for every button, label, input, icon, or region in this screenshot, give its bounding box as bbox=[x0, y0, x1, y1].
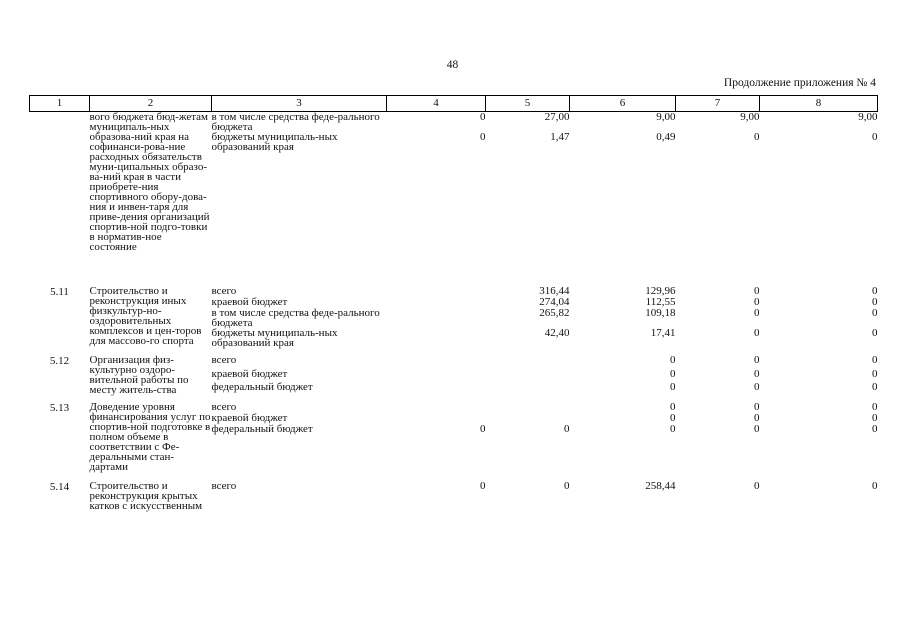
value-col5: 27,00 bbox=[544, 111, 570, 123]
value-col5 bbox=[486, 382, 570, 395]
column-header: 4 bbox=[387, 96, 486, 112]
funding-source: в том числе средства феде-рального бюджета bbox=[211, 307, 380, 329]
value-col7: 0 bbox=[754, 327, 760, 339]
value-col8: 0 bbox=[872, 412, 878, 424]
table-header-row bbox=[30, 96, 878, 112]
value-col5 bbox=[486, 369, 570, 382]
value-col6: 0 bbox=[670, 367, 676, 380]
value-col7: 9,00 bbox=[740, 111, 760, 123]
continuation-label: Продолжение приложения № 4 bbox=[723, 77, 876, 89]
item-name: Организация физ-культурно оздоро-вительной работы по месту житель-ства bbox=[89, 354, 189, 396]
funding-source: краевой бюджет bbox=[211, 367, 288, 380]
value-col8: 0 bbox=[872, 307, 878, 319]
funding-source: всего bbox=[211, 480, 237, 492]
value-col7: 0 bbox=[754, 354, 760, 366]
value-col7: 0 bbox=[754, 480, 760, 492]
value-col6: 0 bbox=[670, 354, 676, 366]
table-row bbox=[30, 112, 878, 133]
value-col8: 0 bbox=[872, 131, 878, 143]
value-col6: 0 bbox=[670, 412, 676, 424]
funding-source: бюджеты муниципаль-ных образований края bbox=[211, 131, 338, 153]
item-name: Доведение уровня финансирования услуг по спортив-ной подготовке в полном объеме в соответствии с Фе-деральными стан-дартами bbox=[89, 401, 211, 473]
column-header: 1 bbox=[30, 96, 90, 112]
value-col5: 42,40 bbox=[544, 327, 570, 339]
value-col7: 0 bbox=[754, 285, 760, 297]
value-col8: 0 bbox=[872, 296, 878, 308]
value-col4 bbox=[387, 413, 486, 424]
column-header: 6 bbox=[570, 96, 676, 112]
value-col4 bbox=[387, 382, 486, 395]
value-col8: 0 bbox=[872, 367, 878, 380]
funding-source: всего bbox=[211, 354, 237, 366]
value-col6: 258,44 bbox=[645, 480, 676, 492]
value-col6: 0 bbox=[670, 423, 676, 435]
value-col5: 316,44 bbox=[539, 285, 570, 297]
value-col5: 0 bbox=[564, 480, 570, 492]
funding-source: федеральный бюджет bbox=[211, 380, 313, 393]
value-col5: 0 bbox=[564, 423, 570, 435]
funding-source: федеральный бюджет bbox=[211, 423, 313, 435]
value-col5 bbox=[486, 350, 570, 369]
value-col6: 9,00 bbox=[656, 111, 676, 123]
funding-source: всего bbox=[211, 401, 237, 413]
value-col4 bbox=[387, 395, 486, 413]
table-body bbox=[30, 112, 878, 512]
column-header: 2 bbox=[90, 96, 212, 112]
page-number: 48 bbox=[446, 59, 459, 71]
value-col8: 0 bbox=[872, 423, 878, 435]
table-row bbox=[30, 279, 878, 297]
value-col8: 0 bbox=[872, 354, 878, 366]
value-col4 bbox=[387, 350, 486, 369]
value-col7: 0 bbox=[754, 423, 760, 435]
value-col7: 0 bbox=[754, 412, 760, 424]
funding-source: краевой бюджет bbox=[211, 296, 288, 308]
row-number: 5.14 bbox=[49, 481, 70, 493]
item-name: вого бюджета бюд-жетам муниципаль-ных образова-ний края на софинанси-рова-ние расходных обязательств муни-ципальных образо-ва-ний края в части приобрете-ния спортивного обору-дова-ния и инвен-таря для приве-дения организаций спортив-ной подго-товки в норматив-ное состояние bbox=[89, 111, 210, 253]
value-col4 bbox=[387, 297, 486, 308]
value-col4 bbox=[387, 279, 486, 297]
value-col6: 0 bbox=[670, 401, 676, 413]
row-number: 5.11 bbox=[50, 286, 69, 298]
value-col7: 0 bbox=[754, 307, 760, 319]
row-number: 5.13 bbox=[49, 402, 70, 414]
value-col6: 17,41 bbox=[650, 327, 676, 339]
table-row bbox=[30, 474, 878, 511]
value-col8: 0 bbox=[872, 480, 878, 492]
funding-source: в том числе средства феде-рального бюджета bbox=[211, 111, 380, 133]
value-col5: 1,47 bbox=[550, 131, 570, 143]
table-row bbox=[30, 350, 878, 369]
table-row bbox=[30, 395, 878, 413]
column-header: 7 bbox=[676, 96, 760, 112]
value-col7: 0 bbox=[754, 380, 760, 393]
value-col8: 0 bbox=[872, 401, 878, 413]
budget-table bbox=[29, 95, 878, 511]
value-col8: 0 bbox=[872, 380, 878, 393]
value-col4: 0 bbox=[480, 131, 486, 143]
column-header: 5 bbox=[486, 96, 570, 112]
value-col6: 112,55 bbox=[645, 296, 676, 308]
value-col7: 0 bbox=[754, 401, 760, 413]
funding-source: краевой бюджет bbox=[211, 412, 288, 424]
value-col5: 274,04 bbox=[539, 296, 570, 308]
column-header: 3 bbox=[212, 96, 387, 112]
item-name: Строительство и реконструкция иных физкультур-но-оздоровительных комплексов и цен-торов для массово-го спорта bbox=[89, 285, 202, 347]
value-col6: 0 bbox=[670, 380, 676, 393]
item-name: Строительство и реконструкция крытых катков с искусственным bbox=[89, 480, 203, 512]
value-col6: 129,96 bbox=[645, 285, 676, 297]
value-col8: 0 bbox=[872, 327, 878, 339]
funding-source: всего bbox=[211, 285, 237, 297]
value-col4 bbox=[387, 369, 486, 382]
column-header: 8 bbox=[760, 96, 878, 112]
funding-source: бюджеты муниципаль-ных образований края bbox=[211, 327, 338, 349]
value-col7: 0 bbox=[754, 296, 760, 308]
value-col4: 0 bbox=[480, 480, 486, 492]
value-col7: 0 bbox=[754, 367, 760, 380]
value-col8: 0 bbox=[872, 285, 878, 297]
value-col4 bbox=[387, 328, 486, 350]
value-col4: 0 bbox=[480, 111, 486, 123]
row-number: 5.12 bbox=[49, 355, 70, 367]
value-col4 bbox=[387, 308, 486, 328]
value-col6: 0,49 bbox=[656, 131, 676, 143]
value-col5 bbox=[486, 413, 570, 424]
value-col5: 265,82 bbox=[539, 307, 570, 319]
value-col8: 9,00 bbox=[858, 111, 878, 123]
value-col5 bbox=[486, 395, 570, 413]
value-col6: 109,18 bbox=[645, 307, 676, 319]
row-number bbox=[30, 112, 90, 280]
value-col4: 0 bbox=[480, 423, 486, 435]
value-col7: 0 bbox=[754, 131, 760, 143]
